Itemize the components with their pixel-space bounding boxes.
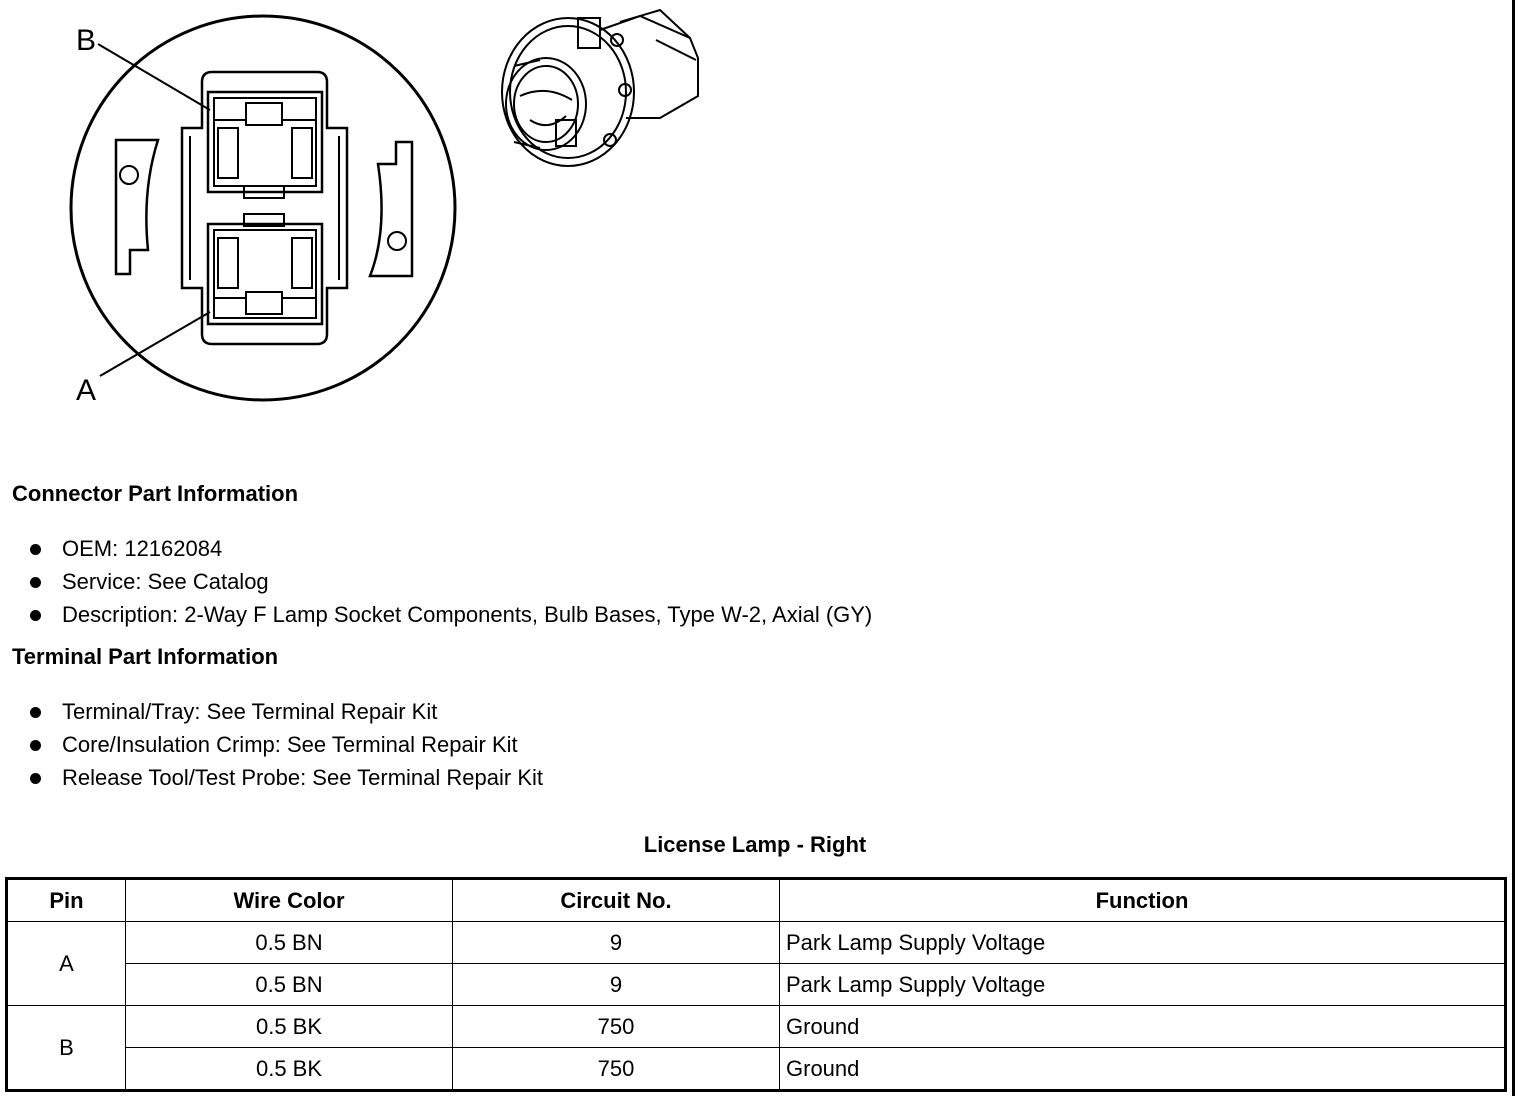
function-cell: Ground <box>780 1006 1506 1048</box>
table-header-row <box>7 879 1506 922</box>
wire-color-cell: 0.5 BK <box>126 1006 453 1048</box>
pinout-table <box>5 877 1507 1092</box>
wire-color-cell: 0.5 BN <box>126 922 453 964</box>
function-cell: Park Lamp Supply Voltage <box>780 922 1506 964</box>
connector-face-diagram <box>0 0 760 420</box>
wire-color-cell: 0.5 BN <box>126 964 453 1006</box>
leader-line-b <box>98 44 210 110</box>
list-item: Core/Insulation Crimp: See Terminal Repair Kit <box>30 728 543 761</box>
function-cell: Park Lamp Supply Voltage <box>780 964 1506 1006</box>
right-locking-tab <box>370 142 412 276</box>
function-cell: Ground <box>780 1048 1506 1091</box>
terminal-cavity-b <box>208 92 322 198</box>
list-item: Release Tool/Test Probe: See Terminal Repair Kit <box>30 761 543 794</box>
terminal-info-list <box>30 695 543 794</box>
table-title: License Lamp - Right <box>643 832 867 857</box>
circuit-cell: 9 <box>453 964 780 1006</box>
left-locking-tab <box>116 140 158 274</box>
terminal-info-heading: Terminal Part Information <box>12 644 279 669</box>
pin-cell: B <box>7 1006 126 1091</box>
pin-label-b: B <box>76 24 97 57</box>
table-row <box>7 964 1506 1006</box>
list-item: Service: See Catalog <box>30 565 872 598</box>
pin-label-a: A <box>76 374 97 407</box>
wire-color-cell: 0.5 BK <box>126 1048 453 1091</box>
page-border-right <box>1512 0 1515 1096</box>
header-wire-color: Wire Color <box>126 879 453 922</box>
header-pin: Pin <box>7 879 126 922</box>
connector-outline <box>71 16 455 400</box>
connector-info-list <box>30 532 872 631</box>
table-row <box>7 1048 1506 1091</box>
table-row <box>7 1006 1506 1048</box>
header-function: Function <box>780 879 1506 922</box>
list-item: OEM: 12162084 <box>30 532 872 565</box>
pin-cell: A <box>7 922 126 1006</box>
circuit-cell: 750 <box>453 1006 780 1048</box>
terminal-cavity-a <box>208 214 322 324</box>
connector-info-heading: Connector Part Information <box>12 481 299 506</box>
header-circuit-no: Circuit No. <box>453 879 780 922</box>
circuit-cell: 750 <box>453 1048 780 1091</box>
list-item: Description: 2-Way F Lamp Socket Components, Bulb Bases, Type W-2, Axial (GY) <box>30 598 872 631</box>
lamp-socket-illustration <box>502 10 698 166</box>
table-row <box>7 922 1506 964</box>
list-item: Terminal/Tray: See Terminal Repair Kit <box>30 695 543 728</box>
circuit-cell: 9 <box>453 922 780 964</box>
